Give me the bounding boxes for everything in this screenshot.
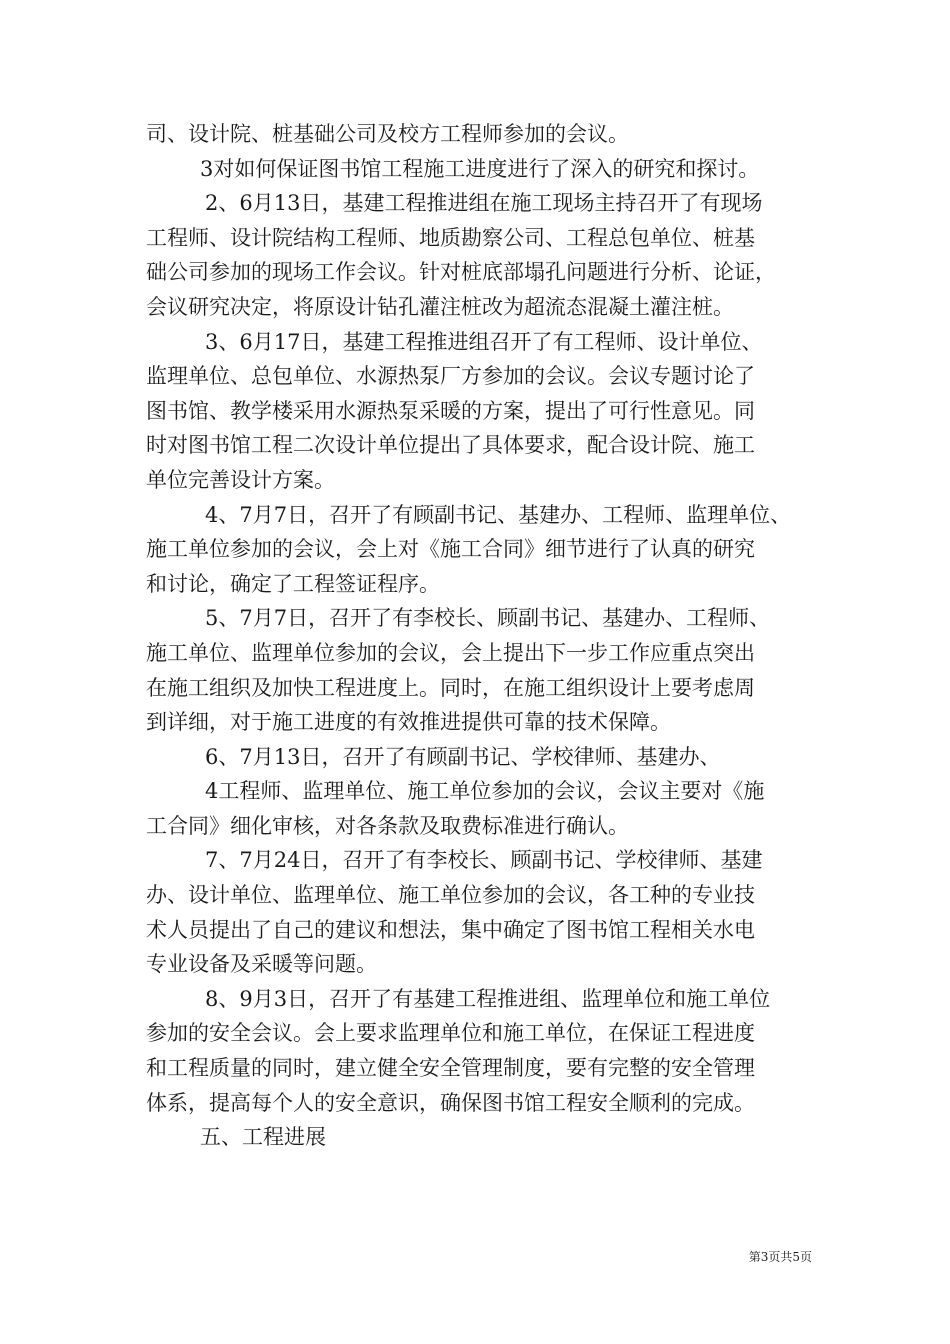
text-line: 术人员提出了自己的建议和想法，集中确定了图书馆工程相关水电 bbox=[146, 917, 755, 942]
section-heading: 五、工程进展 bbox=[200, 1125, 326, 1150]
text-line: 办、设计单位、监理单位、施工单位参加的会议，各工种的专业技 bbox=[146, 883, 755, 908]
text-line: 7、7月24日，召开了有李校长、顾副书记、学校律师、基建 bbox=[205, 848, 763, 873]
text-line: 5、7月7日，召开了有李校长、顾副书记、基建办、工程师、 bbox=[205, 606, 771, 631]
text-line: 监理单位、总包单位、水源热泵厂方参加的会议。会议专题讨论了 bbox=[146, 364, 755, 389]
text-line: 到详细，对于施工进度的有效推进提供可靠的技术保障。 bbox=[146, 710, 671, 735]
text-line: 施工单位、监理单位参加的会议，会上提出下一步工作应重点突出 bbox=[146, 640, 755, 665]
text-line: 4、7月7日，召开了有顾副书记、基建办、工程师、监理单位、 bbox=[205, 502, 792, 527]
text-line: 8、9月3日，召开了有基建工程推进组、监理单位和施工单位 bbox=[205, 986, 771, 1011]
page-number: 第3页共5页 bbox=[748, 1250, 812, 1264]
text-line: 在施工组织及加快工程进度上。同时，在施工组织设计上要考虑周 bbox=[146, 675, 755, 700]
text-line: 础公司参加的现场工作会议。针对桩底部塌孔问题进行分析、论证， bbox=[146, 260, 776, 285]
text-line: 单位完善设计方案。 bbox=[146, 467, 335, 492]
text-line: 体系，提高每个人的安全意识，确保图书馆工程安全顺利的完成。 bbox=[146, 1090, 755, 1115]
text-line: 司、设计院、桩基础公司及校方工程师参加的会议。 bbox=[146, 122, 629, 146]
text-line: 2、6月13日，基建工程推进组在施工现场主持召开了有现场 bbox=[205, 191, 763, 216]
text-line: 6、7月13日，召开了有顾副书记、学校律师、基建办、 bbox=[205, 744, 721, 769]
body-text bbox=[146, 117, 826, 1155]
text-line: 图书馆、教学楼采用水源热泵采暖的方案，提出了可行性意见。同 bbox=[146, 398, 755, 423]
text-line: 参加的安全会议。会上要求监理单位和施工单位，在保证工程进度 bbox=[146, 1021, 755, 1046]
text-line: 3对如何保证图书馆工程施工进度进行了深入的研究和探讨。 bbox=[200, 156, 760, 181]
text-line: 专业设备及采暖等问题。 bbox=[146, 952, 377, 977]
text-line: 和讨论，确定了工程签证程序。 bbox=[146, 571, 440, 596]
text-line: 工合同》细化审核，对各条款及取费标准进行确认。 bbox=[146, 813, 629, 838]
text-line: 施工单位参加的会议，会上对《施工合同》细节进行了认真的研究 bbox=[146, 537, 755, 562]
text-line: 工程师、设计院结构工程师、地质勘察公司、工程总包单位、桩基 bbox=[146, 225, 755, 250]
text-line: 4工程师、监理单位、施工单位参加的会议，会议主要对《施 bbox=[205, 779, 765, 804]
text-line: 3、6月17日，基建工程推进组召开了有工程师、设计单位、 bbox=[205, 329, 763, 354]
text-line: 和工程质量的同时，建立健全安全管理制度，要有完整的安全管理 bbox=[146, 1056, 755, 1081]
text-line: 会议研究决定，将原设计钻孔灌注桩改为超流态混凝土灌注桩。 bbox=[146, 294, 734, 319]
text-line: 时对图书馆工程二次设计单位提出了具体要求，配合设计院、施工 bbox=[146, 433, 755, 458]
